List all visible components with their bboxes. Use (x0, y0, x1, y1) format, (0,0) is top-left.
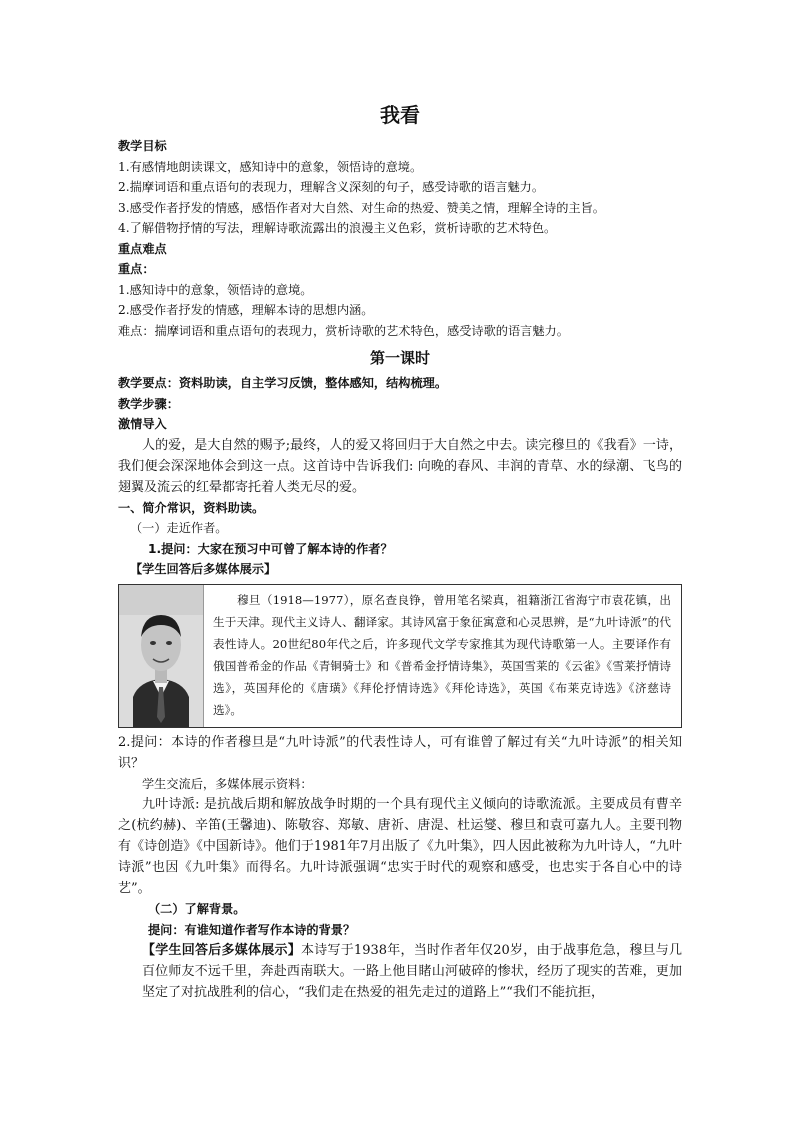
intro-heading: 激情导入 (118, 417, 167, 431)
objective-item: 3.感受作者抒发的情感，感悟作者对大自然、对生命的热爱、赞美之情，理解全诗的主旨。 (118, 200, 605, 215)
subsection-2-heading: （二）了解背景。 (148, 902, 246, 916)
key-points-heading: 重点难点 (118, 241, 167, 256)
multimedia-show-2: 【学生回答后多媒体展示】 (142, 943, 301, 958)
document-page (118, 100, 682, 1003)
key-item: 2.感受作者抒发的情感，理解本诗的思想内涵。 (118, 303, 374, 317)
portrait-illustration (119, 585, 203, 727)
question-2: 2.提问：本诗的作者穆旦是“九叶诗派”的代表性诗人，可有谁曾了解过有关“九叶诗派”的相关知识？ (118, 734, 682, 771)
intro-paragraph: 人的爱，是大自然的赐予;最终，人的爱又将回归于大自然之中去。读完穆旦的《我看》一诗，我们便会深深地体会到这一点。这首诗中告诉我们: 向晚的春风、丰润的青草、水的绿潮、飞鸟的翅翼及流云的红晕都寄托着人类无尽的爱。 (118, 437, 682, 495)
author-portrait (119, 585, 204, 727)
objective-item: 4.了解借物抒情的写法，理解诗歌流露出的浪漫主义色彩，赏析诗歌的艺术特色。 (118, 221, 557, 235)
section-1-heading: 一、简介常识，资料助读。 (118, 500, 265, 515)
nine-leaf-paragraph: 九叶诗派: 是抗战后期和解放战争时期的一个具有现代主义倾向的诗歌流派。主要成员有曹辛之(杭约赫)、辛笛(王馨迪)、陈敬容、郑敏、唐祈、唐湜、杜运燮、穆旦和袁可嘉九人。主要刊物有《诗创造》《中国新诗》。他们于1981年7月出版了《九叶集》，四人因此被称为九叶诗人，“九叶诗派”也因《九叶集》而得名。九叶诗派强调“忠实于时代的观察和感受，也忠实于各自心中的诗艺”。 (118, 797, 682, 896)
subsection-1-heading: （一）走近作者。 (130, 521, 228, 535)
author-bio-box (118, 584, 682, 728)
multimedia-show-1: 【学生回答后多媒体展示】 (130, 562, 277, 576)
objectives-heading: 教学目标 (118, 139, 167, 153)
exchange-note: 学生交流后，多媒体展示资料： (142, 776, 313, 791)
background-text: 本诗写于1938年，当时作者年仅20岁，由于战事危急，穆旦与几百位师友不远千里，奔赴西南联大。一路上他目睹山河破碎的惨状，经历了现实的苦难，更加坚定了对抗战胜利的信心，“我们走在热爱的祖先走过的道路上”“我们不能抗拒， (142, 943, 682, 1000)
lesson-points: 教学要点：资料助读，自主学习反馈，整体感知，结构梳理。 (118, 376, 448, 390)
author-bio-text: 穆旦（1918—1977），原名查良铮，曾用笔名梁真，祖籍浙江省海宁市袁花镇，出生于天津。现代主义诗人、翻译家。其诗风富于象征寓意和心灵思辨，是“九叶诗派”的代表性诗人。20世纪80年代之后，许多现代文学专家推其为现代诗歌第一人。主要译作有俄国普希金的作品《青铜骑士》和《普希金抒情诗集》，英国雪莱的《云雀》《雪莱抒情诗选》，英国拜伦的《唐璜》《拜伦抒情诗选》《拜伦诗选》，英国《布莱克诗选》《济慈诗选》。 (213, 592, 671, 717)
lesson-steps: 教学步骤： (118, 396, 179, 411)
lesson-title: 第一课时 (369, 349, 430, 367)
page-title: 我看 (380, 103, 420, 127)
objective-item: 2.揣摩词语和重点语句的表现力，理解含义深刻的句子，感受诗歌的语言魅力。 (118, 180, 545, 194)
background-paragraph (118, 940, 682, 1003)
difficulty-text: 难点：揣摩词语和重点语句的表现力，赏析诗歌的艺术特色，感受诗歌的语言魅力。 (118, 323, 569, 338)
key-label: 重点： (118, 262, 155, 276)
objective-item: 1.有感情地朗读课文，感知诗中的意象，领悟诗的意境。 (118, 159, 423, 174)
question-3: 提问：有谁知道作者写作本诗的背景？ (148, 922, 356, 937)
question-1: 1.提问：大家在预习中可曾了解本诗的作者？ (148, 541, 393, 556)
key-item: 1.感知诗中的意象，领悟诗的意境。 (118, 282, 313, 297)
